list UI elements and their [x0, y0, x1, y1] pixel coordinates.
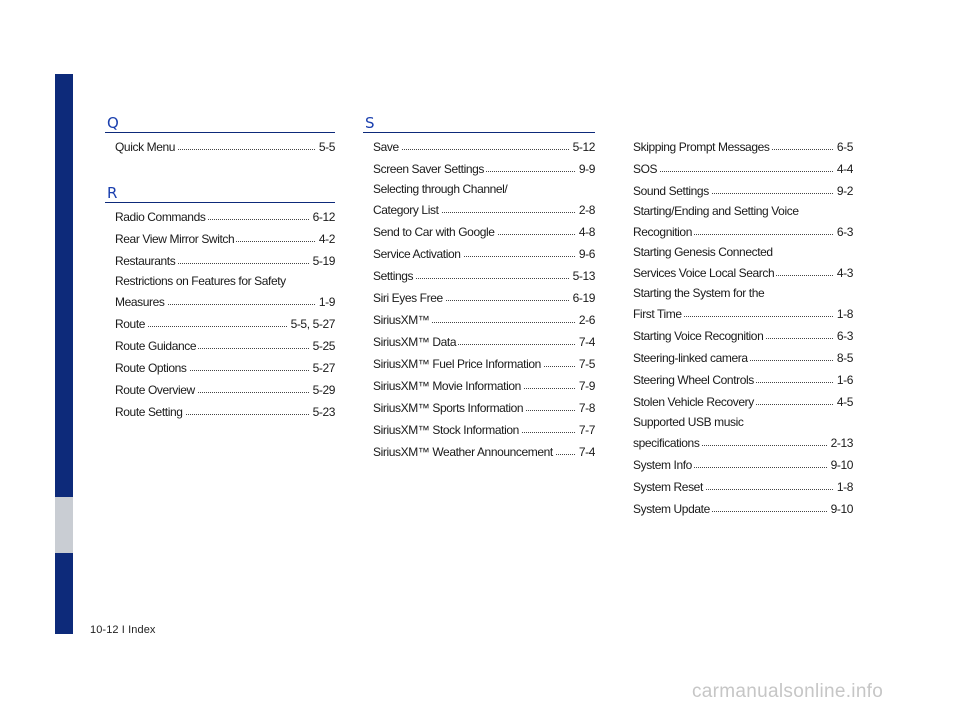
index-entry-line [633, 262, 853, 284]
index-entry-text: Siri Eyes Free [373, 291, 443, 305]
index-entry-text: Recognition [633, 225, 692, 239]
index-entry-page: 9-2 [834, 180, 853, 202]
index-entry-text: System Update [633, 502, 710, 516]
index-entry-page: 7-8 [576, 397, 595, 419]
index-entry [115, 357, 335, 379]
index-entry [373, 353, 595, 375]
index-entry [633, 202, 853, 243]
index-entry-page: 2-6 [576, 309, 595, 331]
index-entry-line [633, 136, 853, 158]
index-entry [373, 375, 595, 397]
index-entry-page: 5-29 [310, 379, 335, 401]
index-entry-text: Route Options [115, 361, 187, 375]
index-entry [633, 158, 853, 180]
index-entry [115, 136, 335, 158]
index-entry-text: Route [115, 317, 146, 331]
index-entry [633, 413, 853, 454]
index-entry [373, 158, 595, 180]
index-entry-text: SiriusXM™ Data [373, 335, 457, 349]
index-entry-page: 9-10 [828, 454, 853, 476]
index-entry-line [633, 325, 853, 347]
index-entry-text: Send to Car with Google [373, 225, 495, 239]
page-footer: 10-12 I Index [90, 624, 156, 636]
section-header-r [105, 182, 335, 203]
index-entry [115, 401, 335, 423]
index-entry [115, 379, 335, 401]
index-entry [115, 250, 335, 272]
index-entry-page: 6-3 [834, 325, 853, 347]
index-entry [373, 180, 595, 221]
index-entry-line [115, 250, 335, 272]
index-entry-text: Starting Voice Recognition [633, 329, 764, 343]
index-entry [633, 180, 853, 202]
entries-s-part1 [373, 136, 595, 463]
section-letter-q: Q [107, 114, 119, 132]
section-header-q [105, 112, 335, 133]
index-entry-line [633, 369, 853, 391]
index-entry [633, 498, 853, 520]
index-entry [633, 284, 853, 325]
index-entry-page: 1-9 [316, 291, 335, 313]
index-entry-line [633, 391, 853, 413]
index-entry-text: SOS [633, 162, 658, 176]
index-entry-line [373, 221, 595, 243]
index-entry-page: 5-5, 5-27 [288, 313, 335, 335]
index-entry-text: SiriusXM™ Sports Information [373, 401, 524, 415]
index-entry-text: Save [373, 140, 399, 154]
index-entry [373, 243, 595, 265]
index-entry-text: Route Guidance [115, 339, 197, 353]
index-entry-text: Stolen Vehicle Recovery [633, 395, 754, 409]
chapter-sidebar-tab [55, 497, 73, 553]
index-entry-text: System Reset [633, 480, 703, 494]
index-entry-text: Route Setting [115, 405, 183, 419]
index-entry-first-line: Supported USB music [633, 415, 744, 429]
index-entry-line [633, 432, 853, 454]
index-entry-line [633, 221, 853, 243]
index-entry-text: Settings [373, 269, 414, 283]
index-entry-page: 5-5 [316, 136, 335, 158]
index-entry-text: Service Activation [373, 247, 461, 261]
index-entry-line [373, 265, 595, 287]
index-entry [373, 419, 595, 441]
dot-leader [373, 149, 595, 150]
index-entry [373, 441, 595, 463]
index-entry-line [115, 206, 335, 228]
index-entry-page: 6-12 [310, 206, 335, 228]
index-entry-text: Route Overview [115, 383, 195, 397]
index-entry [633, 476, 853, 498]
index-entry [115, 228, 335, 250]
entries-q [115, 136, 335, 158]
index-entry-line [373, 287, 595, 309]
index-entry-text: SiriusXM™ Fuel Price Information [373, 357, 541, 371]
index-entry-page: 2-8 [576, 199, 595, 221]
index-entry-line [633, 454, 853, 476]
index-entry-page: 4-5 [834, 391, 853, 413]
index-entry [633, 243, 853, 284]
index-entry-line [115, 136, 335, 158]
index-entry-text: Steering-linked camera [633, 351, 748, 365]
index-entry [633, 347, 853, 369]
index-entry [633, 325, 853, 347]
index-entry-line [115, 291, 335, 313]
index-entry-line [373, 375, 595, 397]
index-entry-page: 5-13 [570, 265, 595, 287]
index-entry-line [115, 228, 335, 250]
index-entry-page: 4-3 [834, 262, 853, 284]
index-entry-line [115, 379, 335, 401]
index-entry-line [373, 441, 595, 463]
index-entry-text: Measures [115, 295, 165, 309]
section-header-s [363, 112, 595, 133]
index-entry-line [633, 158, 853, 180]
index-entry-text: SiriusXM™ Movie Information [373, 379, 521, 393]
index-entry [115, 206, 335, 228]
index-entry-text: Category List [373, 203, 439, 217]
index-entry-text: specifications [633, 436, 700, 450]
index-entry-line [633, 498, 853, 520]
index-entry-page: 4-2 [316, 228, 335, 250]
index-entry-first-line: Restrictions on Features for Safety [115, 274, 286, 288]
index-entry-page: 7-4 [576, 441, 595, 463]
index-entry-page: 2-13 [828, 432, 853, 454]
index-entry [373, 221, 595, 243]
index-entry-line [115, 335, 335, 357]
index-entry [115, 313, 335, 335]
index-entry-line [373, 331, 595, 353]
index-entry [115, 335, 335, 357]
index-entry-text: SiriusXM™ Weather Announcement [373, 445, 553, 459]
index-entry-text: SiriusXM™ Stock Information [373, 423, 519, 437]
watermark: carmanualsonline.info [692, 681, 884, 702]
index-entry-text: Radio Commands [115, 210, 206, 224]
index-entry-first-line: Starting the System for the [633, 286, 765, 300]
index-entry-page: 9-6 [576, 243, 595, 265]
index-entry-page: 5-19 [310, 250, 335, 272]
index-entry-line [373, 353, 595, 375]
index-entry [373, 287, 595, 309]
index-entry-page: 6-5 [834, 136, 853, 158]
index-entry-line [115, 357, 335, 379]
entries-s-part2 [633, 136, 853, 520]
index-entry-line [373, 419, 595, 441]
index-entry-page: 7-5 [576, 353, 595, 375]
section-letter-s: S [365, 114, 375, 132]
index-entry [373, 331, 595, 353]
index-entry-first-line: Starting Genesis Connected [633, 245, 773, 259]
index-entry-text: Restaurants [115, 254, 176, 268]
index-entry-page: 5-27 [310, 357, 335, 379]
index-entry-line [633, 180, 853, 202]
index-entry-text: Skipping Prompt Messages [633, 140, 770, 154]
index-entry-text: System Info [633, 458, 692, 472]
index-entry-line [633, 303, 853, 325]
index-entry-page: 5-23 [310, 401, 335, 423]
index-entry-text: Rear View Mirror Switch [115, 232, 235, 246]
entries-r [115, 206, 335, 423]
index-entry [633, 369, 853, 391]
index-entry-line [373, 243, 595, 265]
index-entry-line [115, 313, 335, 335]
index-entry-page: 4-8 [576, 221, 595, 243]
index-entry-page: 9-10 [828, 498, 853, 520]
index-entry-page: 7-9 [576, 375, 595, 397]
index-entry [373, 309, 595, 331]
index-entry [373, 136, 595, 158]
index-entry-page: 8-5 [834, 347, 853, 369]
index-entry-page: 5-25 [310, 335, 335, 357]
index-entry-text: SiriusXM™ [373, 313, 430, 327]
index-entry [633, 391, 853, 413]
index-entry-page: 5-12 [570, 136, 595, 158]
index-entry-page: 1-8 [834, 476, 853, 498]
index-entry-page: 4-4 [834, 158, 853, 180]
index-entry-page: 6-3 [834, 221, 853, 243]
index-entry [633, 136, 853, 158]
index-entry-text: Screen Saver Settings [373, 162, 484, 176]
index-entry-page: 1-8 [834, 303, 853, 325]
index-entry-line [373, 397, 595, 419]
index-entry-text: First Time [633, 307, 682, 321]
index-entry-text: Services Voice Local Search [633, 266, 775, 280]
index-entry-text: Quick Menu [115, 140, 176, 154]
index-entry-page: 1-6 [834, 369, 853, 391]
index-entry [373, 397, 595, 419]
index-entry-line [373, 136, 595, 158]
index-entry-line [373, 199, 595, 221]
index-entry [373, 265, 595, 287]
index-entry-first-line: Selecting through Channel/ [373, 182, 508, 196]
index-entry-line [373, 309, 595, 331]
index-entry [115, 272, 335, 313]
index-entry-line [633, 347, 853, 369]
index-entry [633, 454, 853, 476]
index-entry-first-line: Starting/Ending and Setting Voice [633, 204, 799, 218]
index-entry-page: 7-7 [576, 419, 595, 441]
section-letter-r: R [107, 184, 118, 202]
index-entry-page: 9-9 [576, 158, 595, 180]
index-entry-text: Steering Wheel Controls [633, 373, 754, 387]
index-entry-line [633, 476, 853, 498]
index-entry-line [115, 401, 335, 423]
index-entry-page: 7-4 [576, 331, 595, 353]
index-entry-line [373, 158, 595, 180]
index-entry-page: 6-19 [570, 287, 595, 309]
dot-leader [633, 171, 853, 172]
index-entry-text: Sound Settings [633, 184, 709, 198]
